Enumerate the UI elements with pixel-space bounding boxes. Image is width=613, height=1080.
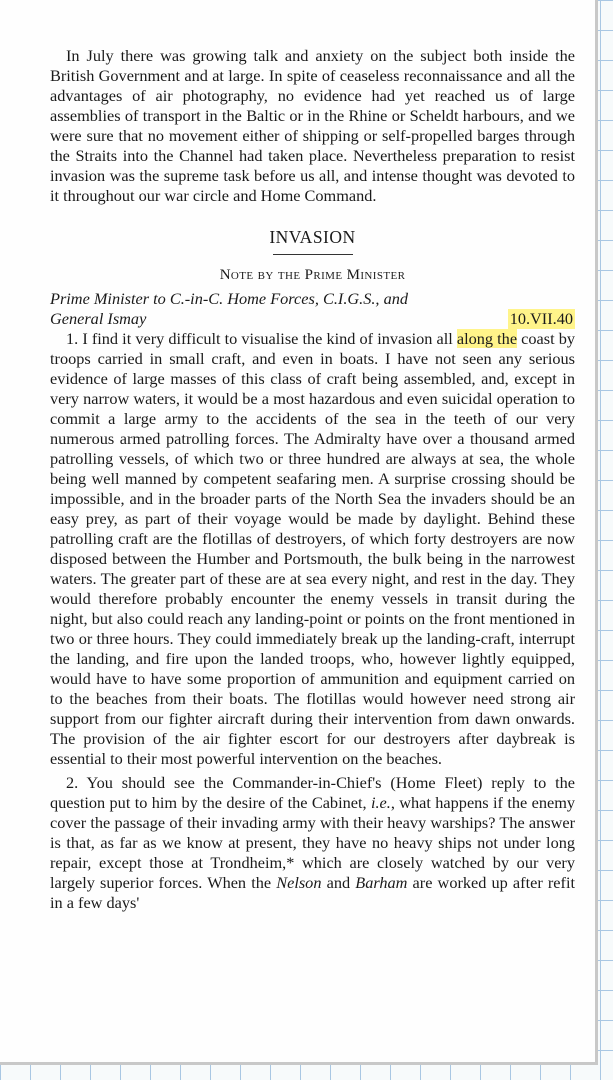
para2-part-b: , what happens if the enemy cover the passage of their invading army with their heavy warships? The answer is that, as far as we know at present, they have no heavy ships not under long repair, except those at Trondheim,* which are closely watched by our very largely superior forces. When the [50,793,576,892]
ship-name-barham: Barham [355,873,408,892]
title-rule [273,254,353,255]
note-heading: Note by the Prime Minister [219,267,406,283]
ship-name-nelson: Nelson [276,873,322,892]
addressee-row [50,309,575,329]
section-title: INVASION [269,227,356,247]
para2-and: and [321,873,356,892]
addressee-line-1: Prime Minister to C.-in-C. Home Forces, C.I.G.S., and [50,289,408,308]
memo-date: 10.VII.40 [509,309,573,328]
intro-paragraph: In July there was growing talk and anxiety on the subject both inside the British Government and at large. In spite of ceaseless reconnaissance and all the advantages of air photography, no evidence had yet reached us of large assemblies of transport in the Baltic or in the Rhine or Scheldt harbours, and we were sure that no movement either of shipping or self-propelled barges through the Straits into the Channel had taken place. Nevertheless preparation to resist invasion was the supreme task before us all, and intense thought was devoted to it throughout our war circle and Home Command. [50,46,575,205]
para2-ie: i.e. [370,793,391,812]
para1-start: 1. I find it very difficult to visualise the kind of invasion all [66,329,457,348]
addressee-block [50,289,575,329]
page-text [50,46,575,913]
memo-paragraph-1 [50,329,575,769]
para2-part-c: are worked up after refit in a few days' [50,873,575,912]
para2-part-a: 2. You should see the Commander-in-Chief's (Home Fleet) reply to the question put to him by the desire of the Cabinet, [50,773,575,812]
highlighted-text: along the [456,329,518,348]
addressee-line-2: General Ismay [50,309,147,328]
memo-paragraph-2 [50,773,575,913]
para1-rest: coast by troops carried in small craft, and even in boats. I have not seen any serious evidence of large masses of this class of craft being assembled, and, except in very narrow waters, it would be a most hazardous and even suicidal operation to commit a large army to the accidents of the sea in the teeth of our very numerous armed patrolling forces. The Admiralty have over a thousand armed patrolling vessels, of which two or three hundred are always at sea, the whole being well manned by competent seafaring men. A surprise crossing should be impossible, and in the broader parts of the North Sea the invaders should be an easy prey, as part of their voyage would be made by daylight. Behind these patrolling craft are the flotillas of destroyers, of which forty destroyers are now disposed between the Humber and Portsmouth, the bulk being in the narrowest waters. The greater part of these are at sea every night, and rest in the day. They would therefore probably encounter the enemy vessels in transit during the night, but also could reach any landing-point or points on the front mentioned in two or three hours. They could immediately break up the landing-craft, interrupt the landing, and fire upon the landed troops, who, however lightly equipped, would have to have some proportion of ammunition and equipment carried on to the beaches from their boats. The flotillas would however need strong air support from our fighter aircraft during their intervention from dawn onwards. The provision of the air fighter escort for our destroyers after daybreak is essential to their most powerful intervention on the beaches. [50,329,575,768]
